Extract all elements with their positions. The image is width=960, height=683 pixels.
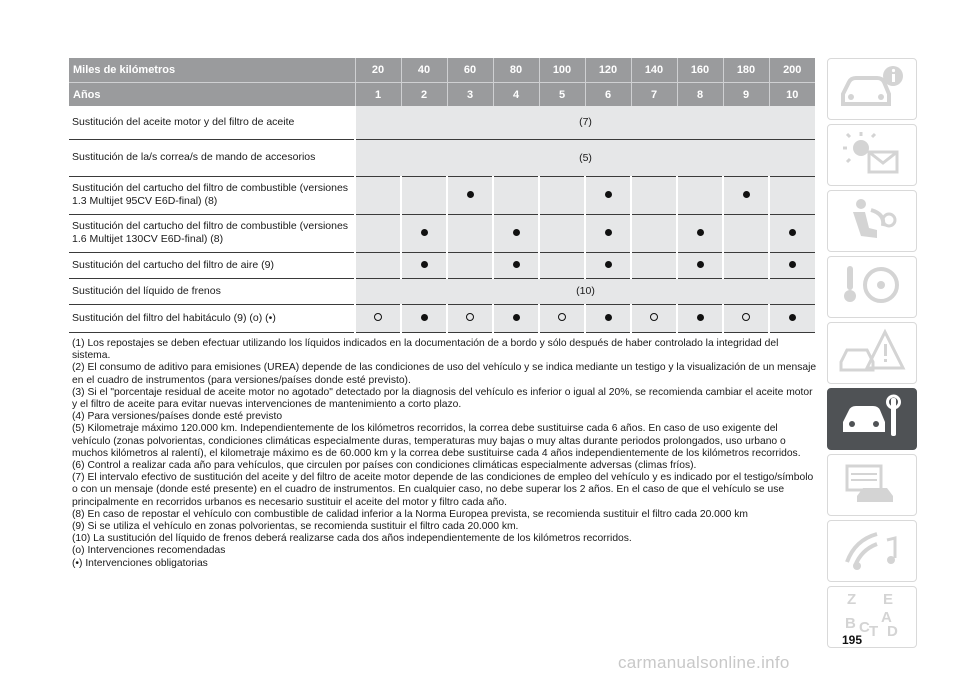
- schedule-cell: [493, 176, 539, 214]
- mandatory-dot-icon: [697, 261, 704, 268]
- year-header-cell: 4: [493, 83, 539, 107]
- schedule-cell: [723, 214, 769, 252]
- km-header-cell: 160: [677, 58, 723, 83]
- mandatory-dot-icon: [467, 191, 474, 198]
- schedule-cell: [493, 304, 539, 332]
- schedule-cell: [447, 304, 493, 332]
- mandatory-dot-icon: [697, 229, 704, 236]
- table-row: [69, 252, 815, 278]
- km-header-cell: 120: [585, 58, 631, 83]
- car-maintenance-icon: [837, 394, 907, 445]
- mandatory-dot-icon: [513, 229, 520, 236]
- warning-lights-icon: [837, 130, 907, 181]
- footnote: (5) Kilometraje máximo 120.000 km. Independientemente de los kilómetros recorridos, la correa debe sustituirse cada 6 años. En caso de uso exigente del vehículo (zonas polvorientas, condiciones climáticas especialmente duras, temperaturas muy bajas o muy altas durante periodos prolongados, uso urbano o muchos kilómetros al ralentí), el kilometraje máximo es de 60.000 km y la correa debe sustituirse cada 4 años independientemente de los kilómetros recorridos.: [72, 423, 801, 459]
- km-header-cell: 200: [769, 58, 815, 83]
- page-number: 195: [842, 633, 863, 647]
- footnote: (o) Intervenciones recomendadas: [72, 545, 226, 557]
- year-header-cell: 5: [539, 83, 585, 107]
- sidebar-tab-technical-data[interactable]: [827, 454, 917, 516]
- years-header-row: [69, 83, 815, 107]
- sidebar-tab-index[interactable]: [827, 586, 917, 648]
- recommended-ring-icon: [558, 313, 566, 321]
- schedule-cell: [677, 214, 723, 252]
- mandatory-dot-icon: [605, 191, 612, 198]
- schedule-cell: [355, 252, 401, 278]
- years-header-label: Años: [69, 83, 355, 107]
- year-header-cell: 6: [585, 83, 631, 107]
- multimedia-icon: [837, 526, 907, 577]
- schedule-cell: [677, 252, 723, 278]
- mandatory-dot-icon: [421, 314, 428, 321]
- mandatory-dot-icon: [421, 229, 428, 236]
- schedule-cell: [355, 214, 401, 252]
- mandatory-dot-icon: [605, 229, 612, 236]
- km-header-cell: 80: [493, 58, 539, 83]
- schedule-cell: [447, 214, 493, 252]
- schedule-cell: [631, 214, 677, 252]
- schedule-cell: [723, 176, 769, 214]
- mandatory-dot-icon: [421, 261, 428, 268]
- km-header-cell: 20: [355, 58, 401, 83]
- year-header-cell: 7: [631, 83, 677, 107]
- mandatory-dot-icon: [513, 314, 520, 321]
- footnote: (9) Si se utiliza el vehículo en zonas polvorientas, se recomienda sustituir el filtro cada 20.000 km.: [72, 521, 519, 533]
- sidebar-tab-multimedia[interactable]: [827, 520, 917, 582]
- recommended-ring-icon: [374, 313, 382, 321]
- schedule-cell: [585, 176, 631, 214]
- schedule-cell: [539, 304, 585, 332]
- year-header-cell: 2: [401, 83, 447, 107]
- row-label: Sustitución del cartucho del filtro de combustible (versiones 1.3 Multijet 95CV E6D-final) (8): [72, 182, 349, 207]
- km-header-label: Miles de kilómetros: [69, 58, 355, 83]
- schedule-cell: [447, 176, 493, 214]
- mandatory-dot-icon: [789, 261, 796, 268]
- mandatory-dot-icon: [605, 314, 612, 321]
- schedule-cell: [447, 252, 493, 278]
- mandatory-dot-icon: [789, 314, 796, 321]
- row-label: Sustitución del aceite motor y del filtro de aceite: [72, 115, 295, 128]
- recommended-ring-icon: [742, 313, 750, 321]
- schedule-cell: [539, 176, 585, 214]
- schedule-cell: [631, 252, 677, 278]
- schedule-cell: [401, 252, 447, 278]
- index-letter: Z: [847, 590, 857, 608]
- maintenance-table-container: [69, 58, 815, 333]
- km-header-cell: 60: [447, 58, 493, 83]
- mandatory-dot-icon: [743, 191, 750, 198]
- index-letter: T: [869, 622, 879, 640]
- row-label: Sustitución de la/s correa/s de mando de accesorios: [72, 151, 316, 163]
- km-header-cell: 140: [631, 58, 677, 83]
- schedule-cell: [769, 304, 815, 332]
- mandatory-dot-icon: [513, 261, 520, 268]
- recommended-ring-icon: [650, 313, 658, 321]
- car-info-icon: [837, 64, 907, 115]
- mandatory-dot-icon: [697, 314, 704, 321]
- row-label: Sustitución del cartucho del filtro de combustible (versiones 1.6 Multijet 130CV E6D-final) (8): [72, 220, 349, 245]
- km-header-cell: 180: [723, 58, 769, 83]
- index-letter: D: [887, 622, 898, 640]
- schedule-cell: [585, 304, 631, 332]
- footnote: (8) En caso de repostar el vehículo con combustible de calidad inferior a la Norma Europea prevista, se recomienda sustituir el filtro cada 20.000 km: [72, 508, 748, 520]
- footnote: (3) Si el "porcentaje residual de aceite motor no agotado" detectado por la diagnosis del vehículo es inferior o igual al 20%, se recomienda cambiar el aceite motor y el filtro de aceite para evitar nuevas intervenciones de mantenimiento a corto plazo.: [72, 386, 813, 411]
- interval-note: (10): [355, 278, 815, 304]
- table-row: [69, 214, 815, 252]
- year-header-cell: 10: [769, 83, 815, 107]
- sidebar-tab-car-info[interactable]: [827, 58, 917, 120]
- year-header-cell: 9: [723, 83, 769, 107]
- index-letter: C: [859, 618, 870, 636]
- schedule-cell: [769, 176, 815, 214]
- recommended-ring-icon: [466, 313, 474, 321]
- table-row: [69, 304, 815, 332]
- footnote: (4) Para versiones/países donde esté previsto: [72, 411, 283, 423]
- schedule-cell: [401, 176, 447, 214]
- schedule-cell: [631, 176, 677, 214]
- table-body: [69, 106, 815, 332]
- schedule-cell: [585, 214, 631, 252]
- footnote: (6) Control a realizar cada año para vehículos, que circulen por países con condiciones climáticas especialmente adversas (climas fríos).: [72, 460, 697, 472]
- mandatory-dot-icon: [605, 261, 612, 268]
- schedule-cell: [401, 304, 447, 332]
- index-letter: B: [845, 614, 856, 632]
- schedule-cell: [677, 176, 723, 214]
- schedule-cell: [631, 304, 677, 332]
- footnotes: [72, 338, 817, 570]
- schedule-cell: [355, 304, 401, 332]
- sidebar-tab-emergency[interactable]: [827, 322, 917, 384]
- maintenance-schedule-table: [69, 58, 815, 333]
- index-letter: E: [883, 590, 894, 608]
- watermark: carmanualsonline.info: [618, 653, 790, 672]
- year-header-cell: 3: [447, 83, 493, 107]
- row-label: Sustitución del líquido de frenos: [72, 284, 221, 297]
- interval-note: (5): [355, 139, 815, 176]
- footnote: (2) El consumo de aditivo para emisiones (UREA) depende de las condiciones de uso del vehículo y se indica mediante un testigo y la visualización de un mensaje en el cuadro de instrumentos (para versiones/países donde esté previsto).: [72, 362, 817, 386]
- schedule-cell: [769, 214, 815, 252]
- table-row: [69, 278, 815, 304]
- year-header-cell: 1: [355, 83, 401, 107]
- sidebar-tab-key-steering[interactable]: [827, 256, 917, 318]
- row-label: Sustitución del cartucho del filtro de aire (9): [72, 258, 274, 271]
- mandatory-dot-icon: [789, 229, 796, 236]
- schedule-cell: [493, 214, 539, 252]
- table-row: [69, 139, 815, 176]
- footnote: (10) La sustitución del líquido de frenos deberá realizarse cada dos años independientemente de los kilómetros recorridos.: [72, 533, 632, 545]
- schedule-cell: [585, 252, 631, 278]
- footnote: (•) Intervenciones obligatorias: [72, 557, 208, 569]
- schedule-cell: [401, 214, 447, 252]
- table-row: [69, 106, 815, 139]
- schedule-cell: [539, 214, 585, 252]
- table-row: [69, 176, 815, 214]
- chapter-sidebar: [827, 58, 917, 652]
- technical-data-icon: [837, 460, 907, 511]
- schedule-cell: [723, 252, 769, 278]
- km-header-row: [69, 58, 815, 83]
- km-header-cell: 40: [401, 58, 447, 83]
- schedule-cell: [723, 304, 769, 332]
- schedule-cell: [355, 176, 401, 214]
- footnote: (7) El intervalo efectivo de sustitución del aceite y del filtro de aceite motor depende de las condiciones de empleo del vehículo y es indicado por el testigo/símbolo o con un mensaje (donde esté presente) en el cuadro de instrumentos. En cualquier caso, no debe superar los 2 años. En el caso de que el vehículo se use principalmente en recorridos urbanos es necesario sustituir el aceite del motor y filtro cada año.: [72, 472, 814, 508]
- key-steering-icon: [837, 262, 907, 313]
- schedule-cell: [677, 304, 723, 332]
- interval-note: (7): [355, 106, 815, 139]
- safety-seat-icon: [837, 196, 907, 247]
- km-header-cell: 100: [539, 58, 585, 83]
- schedule-cell: [493, 252, 539, 278]
- year-header-cell: 8: [677, 83, 723, 107]
- footnote: (1) Los repostajes se deben efectuar utilizando los líquidos indicados en la documentación de a bordo y sólo después de haber controlado la integridad del sistema.: [72, 338, 779, 362]
- sidebar-tab-safety-seat[interactable]: [827, 190, 917, 252]
- row-label: Sustitución del filtro del habitáculo (9) (o) (•): [72, 311, 276, 324]
- sidebar-tab-warning-lights[interactable]: [827, 124, 917, 186]
- schedule-cell: [769, 252, 815, 278]
- emergency-icon: [837, 328, 907, 379]
- sidebar-tab-car-maintenance[interactable]: [827, 388, 917, 450]
- index-letter: A: [881, 608, 892, 626]
- schedule-cell: [539, 252, 585, 278]
